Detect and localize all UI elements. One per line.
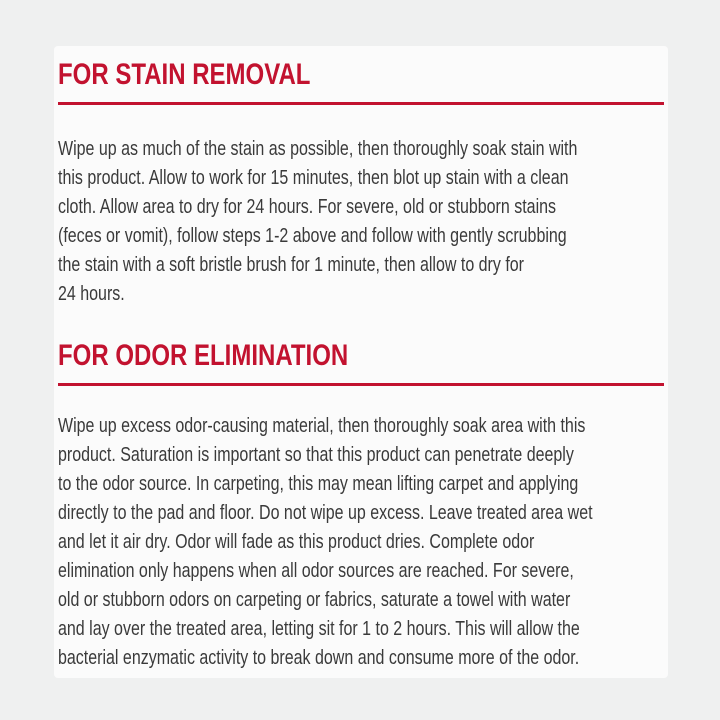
odor-elimination-paragraph bbox=[58, 412, 664, 673]
body-line: and let it air dry. Odor will fade as this product dries. Complete odor bbox=[58, 531, 535, 553]
body-line: cloth. Allow area to dry for 24 hours. For severe, old or stubborn stains bbox=[58, 196, 557, 218]
body-line: product. Saturation is important so that this product can penetrate deeply bbox=[58, 444, 574, 466]
body-line: this product. Allow to work for 15 minutes, then blot up stain with a clean bbox=[58, 167, 569, 189]
body-line: old or stubborn odors on carpeting or fabrics, saturate a towel with water bbox=[58, 589, 571, 611]
content-card bbox=[54, 46, 668, 678]
body-line: Wipe up excess odor-causing material, then thoroughly soak area with this bbox=[58, 415, 586, 437]
stain-removal-heading-divider bbox=[58, 102, 664, 105]
body-line: bacterial enzymatic activity to break down and consume more of the odor. bbox=[58, 647, 580, 669]
odor-elimination-heading: FOR ODOR ELIMINATION bbox=[58, 339, 349, 372]
body-line: directly to the pad and floor. Do not wipe up excess. Leave treated area wet bbox=[58, 502, 593, 524]
body-line: (feces or vomit), follow steps 1-2 above and follow with gently scrubbing bbox=[58, 225, 567, 247]
stain-removal-paragraph bbox=[58, 135, 664, 309]
body-line: the stain with a soft bristle brush for 1 minute, then allow to dry for bbox=[58, 254, 524, 276]
odor-elimination-heading-divider bbox=[58, 383, 664, 386]
body-line: elimination only happens when all odor sources are reached. For severe, bbox=[58, 560, 574, 582]
section-odor-elimination bbox=[58, 341, 664, 673]
body-line: and lay over the treated area, letting sit for 1 to 2 hours. This will allow the bbox=[58, 618, 580, 640]
body-line: to the odor source. In carpeting, this may mean lifting carpet and applying bbox=[58, 473, 579, 495]
body-line: Wipe up as much of the stain as possible, then thoroughly soak stain with bbox=[58, 138, 578, 160]
section-stain-removal bbox=[58, 60, 664, 309]
stain-removal-heading: FOR STAIN REMOVAL bbox=[58, 58, 311, 91]
body-line: 24 hours. bbox=[58, 283, 125, 305]
